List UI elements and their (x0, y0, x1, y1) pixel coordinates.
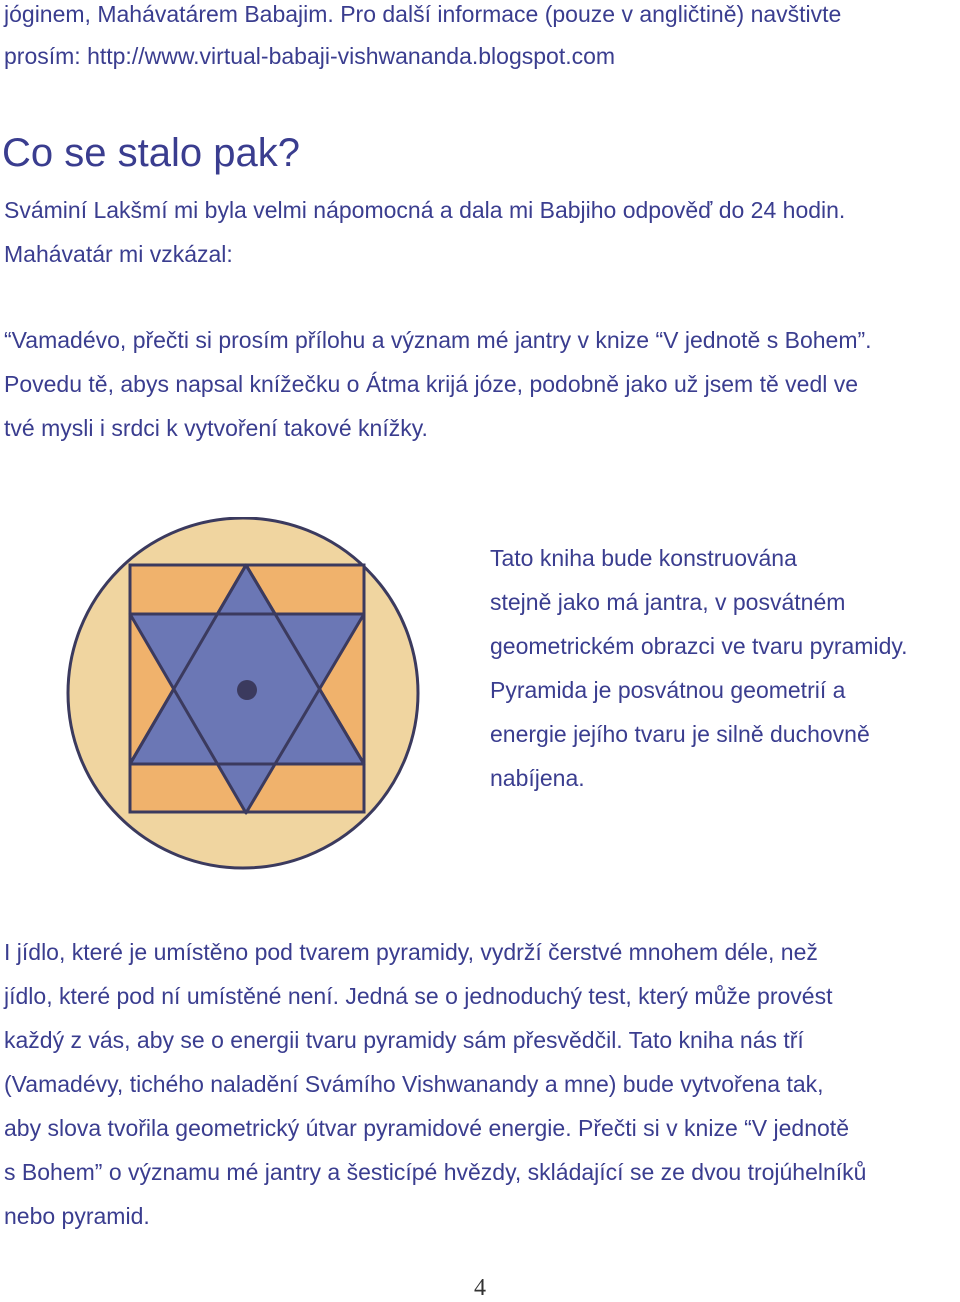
side-text-line-6: nabíjena. (490, 765, 585, 791)
intro-line-2: prosím: http://www.virtual-babaji-vishwananda.blogspot.com (4, 43, 616, 69)
para2-line-6: s Bohem” o významu mé jantry a šesticípé hvězdy, skládající se ze dvou trojúhelníků (4, 1159, 867, 1185)
intro-line-1: jóginem, Mahávatárem Babajim. Pro další informace (pouze v angličtině) navštivte (4, 1, 842, 27)
para2-line-7: nebo pyramid. (4, 1203, 150, 1229)
quote-line-2: Povedu tě, abys napsal knížečku o Átma krijá józe, podobně jako už jsem tě vedl ve (4, 371, 859, 397)
side-text-line-3: geometrickém obrazci ve tvaru pyramidy. (490, 633, 908, 659)
para1-line-1: Sváminí Lakšmí mi byla velmi nápomocná a dala mi Babjiho odpověď do 24 hodin. (4, 197, 846, 223)
para2-line-4: (Vamadévy, tichého naladění Svámího Vishwanandy a mne) bude vytvořena tak, (4, 1071, 824, 1097)
side-text-line-4: Pyramida je posvátnou geometrií a (490, 677, 846, 703)
yantra-center-dot (237, 680, 257, 700)
side-text-line-2: stejně jako má jantra, v posvátném (490, 589, 846, 615)
para1-line-2: Mahávatár mi vzkázal: (4, 241, 233, 267)
para2-line-1: I jídlo, které je umístěno pod tvarem pyramidy, vydrží čerstvé mnohem déle, než (4, 939, 818, 965)
para2-line-5: aby slova tvořila geometrický útvar pyramidové energie. Přečti si v knize “V jednotě (4, 1115, 849, 1141)
yantra-star-diagram (60, 517, 426, 883)
quote-line-1: “Vamadévo, přečti si prosím přílohu a význam mé jantry v knize “V jednotě s Bohem”. (4, 327, 872, 353)
para2-line-2: jídlo, které pod ní umístěné není. Jedná se o jednoduchý test, který může provést (4, 983, 833, 1009)
quote-line-3: tvé mysli i srdci k vytvoření takové knížky. (4, 415, 428, 441)
side-text-line-5: energie jejího tvaru je silně duchovně (490, 721, 870, 747)
page-number: 4 (474, 1275, 486, 1301)
side-text-line-1: Tato kniha bude konstruována (490, 545, 797, 571)
section-heading: Co se stalo pak? (2, 131, 300, 175)
para2-line-3: každý z vás, aby se o energii tvaru pyramidy sám přesvědčil. Tato kniha nás tří (4, 1027, 804, 1053)
